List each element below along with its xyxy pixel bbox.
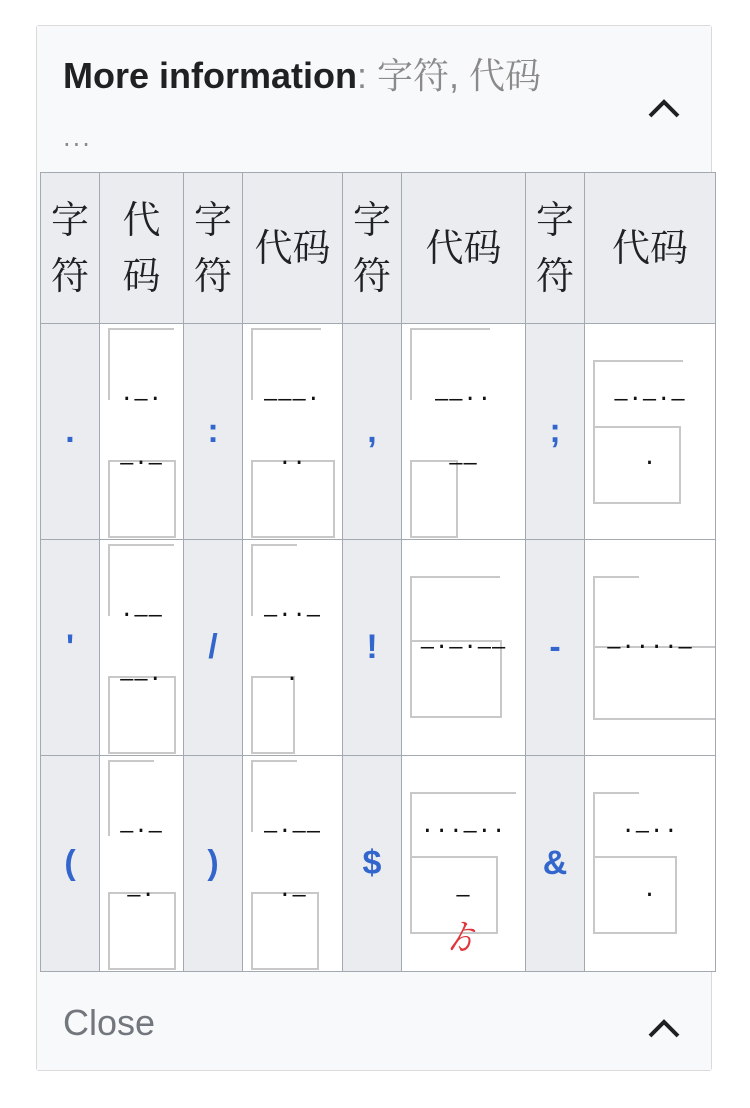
- code-cell: [585, 756, 716, 972]
- char-cell: .: [41, 324, 100, 540]
- morse-code: ···–··–: [420, 818, 507, 908]
- col-header-text: 字符: [50, 198, 89, 298]
- code-cell: [585, 324, 716, 540]
- col-header-text: 字符: [352, 198, 391, 298]
- code-cell: [100, 324, 184, 540]
- morse-code: –·––·: [120, 818, 163, 908]
- col-header-char: [526, 173, 585, 324]
- table-row: [41, 756, 716, 972]
- collapsible-panel: [36, 25, 712, 1071]
- header-row: [41, 173, 716, 324]
- col-header-text: 字符: [193, 198, 232, 298]
- morse-code: –––···: [264, 386, 321, 476]
- morse-code: –··–·: [264, 602, 321, 692]
- code-cell: [402, 324, 526, 540]
- title-columns: : 字符, 代码: [357, 55, 542, 96]
- code-cell: [243, 540, 343, 756]
- panel-title: [63, 54, 623, 98]
- morse-code: ·–·–·–: [120, 386, 163, 476]
- char-cell: /: [184, 540, 243, 756]
- col-header-text: 代码: [425, 226, 502, 270]
- col-header-code: [585, 173, 716, 324]
- code-cell: [402, 756, 526, 972]
- red-handwritten-mark: ゟ: [446, 918, 480, 958]
- char-cell: ;: [526, 324, 585, 540]
- morse-code: –·––·–: [264, 818, 321, 908]
- col-header-text: 字符: [535, 198, 574, 298]
- chevron-up-icon[interactable]: [644, 88, 684, 128]
- col-header-text: 代码: [122, 198, 161, 298]
- col-header-text: 代码: [254, 226, 331, 270]
- morse-code: ––··––: [435, 386, 492, 476]
- col-header-code: [402, 173, 526, 324]
- col-header-char: [343, 173, 402, 324]
- morse-code: ·–···: [621, 818, 679, 908]
- char-cell: !: [343, 540, 402, 756]
- char-cell: $: [343, 756, 402, 972]
- panel-header[interactable]: [37, 26, 711, 172]
- morse-code: –·–·–·: [614, 386, 686, 476]
- char-cell: (: [41, 756, 100, 972]
- table-row: [41, 324, 716, 540]
- code-cell: [402, 540, 526, 756]
- code-cell: [243, 324, 343, 540]
- code-cell: [100, 756, 184, 972]
- col-header-char: [184, 173, 243, 324]
- char-cell: ,: [343, 324, 402, 540]
- close-button[interactable]: Close: [63, 1002, 156, 1043]
- panel-footer[interactable]: [37, 974, 711, 1070]
- char-cell: -: [526, 540, 585, 756]
- col-header-char: [41, 173, 100, 324]
- chevron-up-icon[interactable]: [644, 1008, 684, 1048]
- char-cell: ': [41, 540, 100, 756]
- morse-code: –····–: [607, 634, 693, 660]
- morse-table: [40, 172, 716, 972]
- morse-code: –·–·––: [420, 634, 507, 660]
- col-header-code: [100, 173, 184, 324]
- code-cell: [100, 540, 184, 756]
- table-row: [41, 540, 716, 756]
- char-cell: &: [526, 756, 585, 972]
- char-cell: ): [184, 756, 243, 972]
- title-bold: More information: [63, 55, 357, 96]
- code-cell: [243, 756, 343, 972]
- code-cell: [585, 540, 716, 756]
- col-header-code: [243, 173, 343, 324]
- morse-code: ·––––·: [120, 602, 163, 692]
- col-header-text: 代码: [611, 226, 688, 270]
- title-ellipsis: ...: [63, 124, 92, 152]
- char-cell: :: [184, 324, 243, 540]
